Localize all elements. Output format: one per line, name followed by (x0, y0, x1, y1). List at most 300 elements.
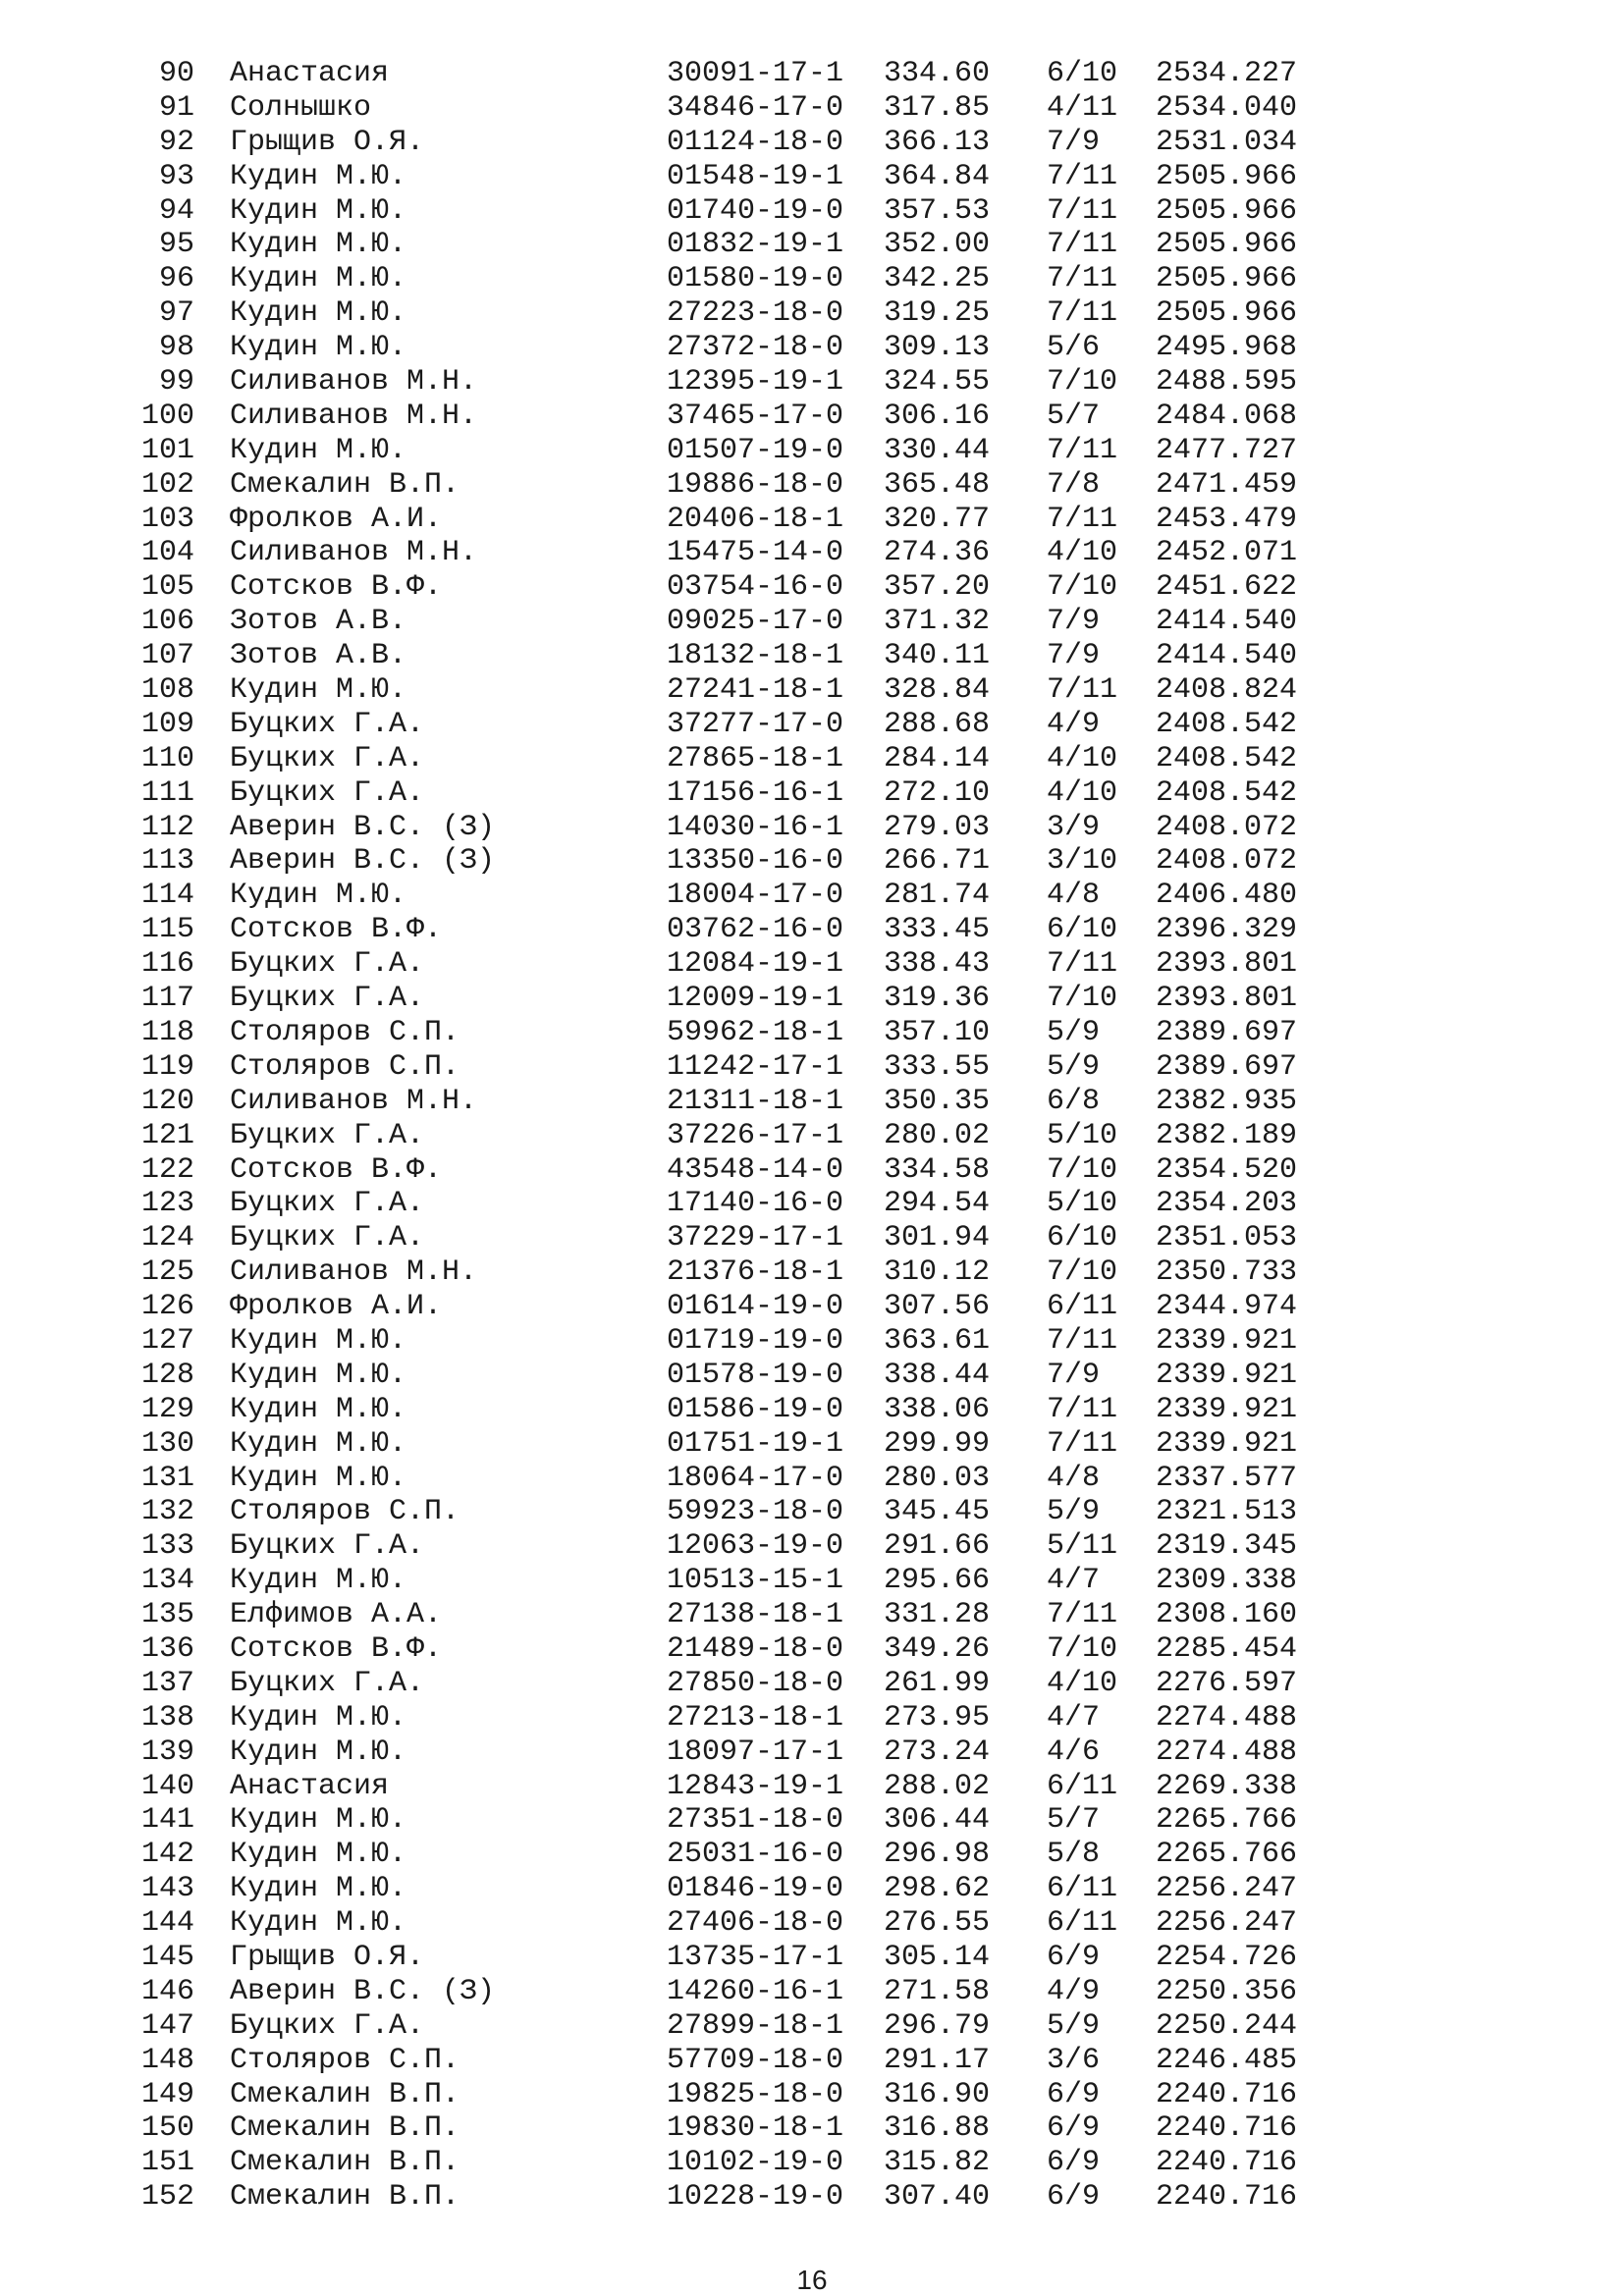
record-code: 11242-17-1 (667, 1049, 844, 1084)
ratio-value: 5/9 (1047, 2008, 1101, 2043)
table-row (0, 1735, 1624, 1770)
record-code: 12395-19-1 (667, 365, 844, 400)
table-row (0, 2180, 1624, 2215)
owner-name: Буцких Г.А. (230, 741, 425, 775)
owner-name: Смекалин В.П. (230, 2111, 460, 2146)
record-code: 12084-19-1 (667, 947, 844, 982)
row-number: 100 (140, 399, 194, 433)
row-number: 116 (140, 947, 194, 982)
record-code: 18004-17-0 (667, 879, 844, 913)
record-code: 20406-18-1 (667, 502, 844, 536)
record-code: 12063-19-0 (667, 1529, 844, 1564)
score-value: 288.02 (884, 1769, 991, 1803)
record-code: 27241-18-1 (667, 673, 844, 708)
table-row (0, 1906, 1624, 1941)
row-number: 117 (140, 982, 194, 1016)
total-value: 2254.726 (1156, 1940, 1298, 1974)
owner-name: Буцких Г.А. (230, 1221, 425, 1255)
record-code: 19830-18-1 (667, 2111, 844, 2146)
owner-name: Кудин М.Ю. (230, 1461, 407, 1495)
row-number: 121 (140, 1118, 194, 1152)
table-row (0, 160, 1624, 194)
owner-name: Анастасия (230, 57, 390, 90)
row-number: 152 (140, 2180, 194, 2215)
row-number: 105 (140, 570, 194, 605)
total-value: 2484.068 (1156, 399, 1298, 433)
row-number: 124 (140, 1221, 194, 1255)
score-value: 279.03 (884, 810, 991, 844)
ratio-value: 7/8 (1047, 467, 1101, 502)
owner-name: Кудин М.Ю. (230, 1323, 407, 1358)
ratio-value: 7/11 (1047, 1323, 1118, 1358)
score-value: 333.45 (884, 913, 991, 947)
table-row (0, 742, 1624, 776)
total-value: 2250.356 (1156, 1974, 1298, 2008)
record-code: 17156-16-1 (667, 775, 844, 810)
ratio-value: 5/10 (1047, 1187, 1118, 1221)
ratio-value: 5/6 (1047, 331, 1101, 365)
score-value: 334.58 (884, 1152, 991, 1187)
ratio-value: 4/10 (1047, 775, 1118, 810)
ratio-value: 7/11 (1047, 947, 1118, 982)
row-number: 94 (158, 193, 194, 228)
row-number: 125 (140, 1255, 194, 1290)
table-row (0, 1462, 1624, 1496)
ratio-value: 7/11 (1047, 673, 1118, 708)
score-value: 324.55 (884, 365, 991, 400)
score-value: 357.20 (884, 570, 991, 605)
ratio-value: 6/11 (1047, 1906, 1118, 1941)
row-number: 135 (140, 1598, 194, 1632)
score-value: 316.90 (884, 2077, 991, 2111)
row-number: 133 (140, 1529, 194, 1564)
table-row (0, 536, 1624, 570)
table-row (0, 844, 1624, 879)
total-value: 2451.622 (1156, 570, 1298, 605)
total-value: 2276.597 (1156, 1666, 1298, 1700)
owner-name: Кудин М.Ю. (230, 1700, 407, 1735)
table-row (0, 126, 1624, 160)
owner-name: Столяров С.П. (230, 2043, 460, 2077)
total-value: 2488.595 (1156, 365, 1298, 400)
total-value: 2339.921 (1156, 1392, 1298, 1426)
owner-name: Кудин М.Ю. (230, 228, 407, 262)
row-number: 132 (140, 1495, 194, 1529)
table-row (0, 1803, 1624, 1838)
owner-name: Буцких Г.А. (230, 775, 425, 810)
row-number: 107 (140, 639, 194, 673)
record-code: 19886-18-0 (667, 467, 844, 502)
owner-name: Сотсков В.Ф. (230, 1631, 443, 1666)
total-value: 2246.485 (1156, 2043, 1298, 2077)
table-row (0, 296, 1624, 331)
row-number: 151 (140, 2146, 194, 2180)
record-code: 13350-16-0 (667, 844, 844, 879)
score-value: 338.06 (884, 1392, 991, 1426)
table-row (0, 365, 1624, 400)
owner-name: Кудин М.Ю. (230, 673, 407, 708)
score-value: 271.58 (884, 1974, 991, 2008)
page-number: 16 (796, 2265, 828, 2295)
table-row (0, 194, 1624, 229)
record-code: 18097-17-1 (667, 1735, 844, 1769)
record-code: 14030-16-1 (667, 810, 844, 844)
score-value: 315.82 (884, 2146, 991, 2180)
ratio-value: 7/10 (1047, 1255, 1118, 1290)
score-value: 272.10 (884, 775, 991, 810)
record-code: 01580-19-0 (667, 262, 844, 296)
record-code: 17140-16-0 (667, 1187, 844, 1221)
ratio-value: 7/10 (1047, 570, 1118, 605)
table-row (0, 811, 1624, 845)
total-value: 2285.454 (1156, 1631, 1298, 1666)
row-number: 134 (140, 1564, 194, 1598)
total-value: 2354.520 (1156, 1152, 1298, 1187)
row-number: 131 (140, 1461, 194, 1495)
owner-name: Кудин М.Ю. (230, 1735, 407, 1769)
score-value: 301.94 (884, 1221, 991, 1255)
ratio-value: 7/11 (1047, 1426, 1118, 1461)
record-code: 34846-17-0 (667, 90, 844, 125)
row-number: 128 (140, 1358, 194, 1392)
score-value: 342.25 (884, 262, 991, 296)
record-code: 01614-19-0 (667, 1290, 844, 1324)
score-value: 345.45 (884, 1495, 991, 1529)
owner-name: Буцких Г.А. (230, 1118, 425, 1152)
total-value: 2396.329 (1156, 913, 1298, 947)
ratio-value: 7/11 (1047, 262, 1118, 296)
table-row (0, 1393, 1624, 1427)
row-number: 127 (140, 1323, 194, 1358)
ratio-value: 4/11 (1047, 90, 1118, 125)
score-value: 349.26 (884, 1631, 991, 1666)
row-number: 130 (140, 1426, 194, 1461)
ratio-value: 3/10 (1047, 844, 1118, 879)
score-value: 365.48 (884, 467, 991, 502)
total-value: 2265.766 (1156, 1803, 1298, 1838)
total-value: 2240.716 (1156, 2077, 1298, 2111)
record-code: 27406-18-0 (667, 1906, 844, 1941)
row-number: 115 (140, 913, 194, 947)
ratio-value: 6/10 (1047, 913, 1118, 947)
table-row (0, 2009, 1624, 2044)
total-value: 2452.071 (1156, 536, 1298, 570)
owner-name: Буцких Г.А. (230, 707, 425, 741)
ratio-value: 6/9 (1047, 2111, 1101, 2146)
table-row (0, 570, 1624, 605)
score-value: 328.84 (884, 673, 991, 708)
total-value: 2408.542 (1156, 775, 1298, 810)
table-row (0, 1221, 1624, 1255)
owner-name: Сотсков В.Ф. (230, 570, 443, 605)
total-value: 2505.966 (1156, 193, 1298, 228)
ratio-value: 6/8 (1047, 1084, 1101, 1118)
score-value: 291.66 (884, 1529, 991, 1564)
ratio-value: 6/11 (1047, 1769, 1118, 1803)
row-number: 143 (140, 1872, 194, 1906)
total-value: 2408.824 (1156, 673, 1298, 708)
row-number: 109 (140, 707, 194, 741)
score-value: 261.99 (884, 1666, 991, 1700)
ratio-value: 6/11 (1047, 1872, 1118, 1906)
record-code: 37229-17-1 (667, 1221, 844, 1255)
ratio-value: 7/10 (1047, 982, 1118, 1016)
row-number: 108 (140, 673, 194, 708)
table-row (0, 1564, 1624, 1598)
table-row (0, 57, 1624, 91)
table-row (0, 1941, 1624, 1975)
ratio-value: 5/7 (1047, 399, 1101, 433)
record-code: 01548-19-1 (667, 159, 844, 193)
record-code: 30091-17-1 (667, 57, 844, 90)
total-value: 2408.542 (1156, 707, 1298, 741)
record-code: 10513-15-1 (667, 1564, 844, 1598)
total-value: 2339.921 (1156, 1323, 1298, 1358)
table-row (0, 1701, 1624, 1735)
owner-name: Кудин М.Ю. (230, 1426, 407, 1461)
table-row (0, 1050, 1624, 1085)
row-number: 99 (158, 365, 194, 400)
total-value: 2408.072 (1156, 810, 1298, 844)
table-row (0, 1119, 1624, 1153)
owner-name: Сотсков В.Ф. (230, 1152, 443, 1187)
owner-name: Фролков А.И. (230, 502, 443, 536)
total-value: 2453.479 (1156, 502, 1298, 536)
record-code: 03762-16-0 (667, 913, 844, 947)
record-code: 01832-19-1 (667, 228, 844, 262)
record-code: 12843-19-1 (667, 1769, 844, 1803)
owner-name: Столяров С.П. (230, 1015, 460, 1049)
ratio-value: 7/11 (1047, 1392, 1118, 1426)
record-code: 37465-17-0 (667, 399, 844, 433)
owner-name: Силиванов М.Н. (230, 399, 478, 433)
total-value: 2414.540 (1156, 639, 1298, 673)
row-number: 103 (140, 502, 194, 536)
record-code: 59923-18-0 (667, 1495, 844, 1529)
row-number: 113 (140, 844, 194, 879)
score-value: 310.12 (884, 1255, 991, 1290)
score-value: 319.36 (884, 982, 991, 1016)
ratio-value: 5/9 (1047, 1495, 1101, 1529)
ratio-value: 4/10 (1047, 536, 1118, 570)
total-value: 2505.966 (1156, 262, 1298, 296)
row-number: 140 (140, 1769, 194, 1803)
ratio-value: 6/11 (1047, 1290, 1118, 1324)
table-row (0, 1359, 1624, 1393)
record-code: 03754-16-0 (667, 570, 844, 605)
record-code: 01740-19-0 (667, 193, 844, 228)
table-row (0, 1529, 1624, 1564)
owner-name: Аверин В.С. (З) (230, 1974, 496, 2008)
record-code: 25031-16-0 (667, 1838, 844, 1872)
score-value: 357.10 (884, 1015, 991, 1049)
score-value: 298.62 (884, 1872, 991, 1906)
score-value: 340.11 (884, 639, 991, 673)
record-code: 10228-19-0 (667, 2180, 844, 2215)
table-row (0, 91, 1624, 126)
score-value: 331.28 (884, 1598, 991, 1632)
owner-name: Кудин М.Ю. (230, 1906, 407, 1941)
score-value: 294.54 (884, 1187, 991, 1221)
total-value: 2250.244 (1156, 2008, 1298, 2043)
total-value: 2240.716 (1156, 2146, 1298, 2180)
row-number: 92 (158, 125, 194, 159)
table-row (0, 2078, 1624, 2112)
ratio-value: 3/9 (1047, 810, 1101, 844)
row-number: 95 (158, 228, 194, 262)
row-number: 139 (140, 1735, 194, 1769)
owner-name: Солнышко (230, 90, 372, 125)
row-number: 118 (140, 1015, 194, 1049)
ratio-value: 5/8 (1047, 1838, 1101, 1872)
row-number: 141 (140, 1803, 194, 1838)
row-number: 149 (140, 2077, 194, 2111)
record-code: 01507-19-0 (667, 433, 844, 467)
record-code: 18064-17-0 (667, 1461, 844, 1495)
total-value: 2406.480 (1156, 879, 1298, 913)
owner-name: Смекалин В.П. (230, 2180, 460, 2215)
table-row (0, 1153, 1624, 1188)
score-value: 276.55 (884, 1906, 991, 1941)
score-value: 280.03 (884, 1461, 991, 1495)
score-value: 280.02 (884, 1118, 991, 1152)
owner-name: Силиванов М.Н. (230, 1255, 478, 1290)
total-value: 2382.189 (1156, 1118, 1298, 1152)
total-value: 2477.727 (1156, 433, 1298, 467)
total-value: 2534.040 (1156, 90, 1298, 125)
score-value: 320.77 (884, 502, 991, 536)
total-value: 2339.921 (1156, 1358, 1298, 1392)
ratio-value: 4/7 (1047, 1564, 1101, 1598)
record-code: 37277-17-0 (667, 707, 844, 741)
record-code: 01586-19-0 (667, 1392, 844, 1426)
score-value: 338.44 (884, 1358, 991, 1392)
ratio-value: 7/11 (1047, 433, 1118, 467)
owner-name: Буцких Г.А. (230, 947, 425, 982)
ratio-value: 4/7 (1047, 1700, 1101, 1735)
ratio-value: 4/8 (1047, 879, 1101, 913)
score-value: 364.84 (884, 159, 991, 193)
score-value: 274.36 (884, 536, 991, 570)
table-row (0, 1872, 1624, 1906)
score-value: 371.32 (884, 605, 991, 639)
total-value: 2408.072 (1156, 844, 1298, 879)
total-value: 2495.968 (1156, 331, 1298, 365)
table-row (0, 1255, 1624, 1290)
table-row (0, 1667, 1624, 1701)
owner-name: Силиванов М.Н. (230, 1084, 478, 1118)
table-row (0, 1598, 1624, 1632)
row-number: 148 (140, 2043, 194, 2077)
owner-name: Кудин М.Ю. (230, 331, 407, 365)
record-code: 13735-17-1 (667, 1940, 844, 1974)
ratio-value: 4/6 (1047, 1735, 1101, 1769)
record-code: 27138-18-1 (667, 1598, 844, 1632)
row-number: 112 (140, 810, 194, 844)
record-code: 01719-19-0 (667, 1323, 844, 1358)
table-row (0, 2111, 1624, 2146)
score-value: 333.55 (884, 1049, 991, 1084)
record-code: 27372-18-0 (667, 331, 844, 365)
ratio-value: 6/9 (1047, 2146, 1101, 2180)
owner-name: Буцких Г.А. (230, 1666, 425, 1700)
owner-name: Кудин М.Ю. (230, 433, 407, 467)
total-value: 2534.227 (1156, 57, 1298, 90)
table-row (0, 1975, 1624, 2009)
table-row (0, 605, 1624, 639)
ratio-value: 5/9 (1047, 1049, 1101, 1084)
ratio-value: 7/9 (1047, 605, 1101, 639)
score-value: 352.00 (884, 228, 991, 262)
total-value: 2389.697 (1156, 1015, 1298, 1049)
score-value: 296.98 (884, 1838, 991, 1872)
ratio-value: 6/9 (1047, 2077, 1101, 2111)
record-code: 37226-17-1 (667, 1118, 844, 1152)
total-value: 2505.966 (1156, 228, 1298, 262)
ratio-value: 7/10 (1047, 365, 1118, 400)
row-number: 123 (140, 1187, 194, 1221)
score-value: 273.95 (884, 1700, 991, 1735)
score-value: 306.16 (884, 399, 991, 433)
owner-name: Буцких Г.А. (230, 2008, 425, 2043)
score-value: 317.85 (884, 90, 991, 125)
owner-name: Грыщив О.Я. (230, 125, 425, 159)
ratio-value: 4/8 (1047, 1461, 1101, 1495)
ratio-value: 7/11 (1047, 502, 1118, 536)
table-row (0, 1770, 1624, 1804)
score-value: 316.88 (884, 2111, 991, 2146)
ratio-value: 7/11 (1047, 1598, 1118, 1632)
record-code: 27899-18-1 (667, 2008, 844, 2043)
score-value: 273.24 (884, 1735, 991, 1769)
record-code: 27351-18-0 (667, 1803, 844, 1838)
row-number: 98 (158, 331, 194, 365)
total-value: 2351.053 (1156, 1221, 1298, 1255)
ratio-value: 5/9 (1047, 1015, 1101, 1049)
owner-name: Кудин М.Ю. (230, 1872, 407, 1906)
total-value: 2408.542 (1156, 741, 1298, 775)
ratio-value: 5/10 (1047, 1118, 1118, 1152)
score-value: 338.43 (884, 947, 991, 982)
owner-name: Кудин М.Ю. (230, 296, 407, 331)
score-value: 357.53 (884, 193, 991, 228)
total-value: 2274.488 (1156, 1735, 1298, 1769)
record-code: 27850-18-0 (667, 1666, 844, 1700)
record-code: 12009-19-1 (667, 982, 844, 1016)
table-row (0, 400, 1624, 434)
score-value: 296.79 (884, 2008, 991, 2043)
table-row (0, 708, 1624, 742)
owner-name: Столяров С.П. (230, 1049, 460, 1084)
table-row (0, 1290, 1624, 1324)
table-row (0, 1016, 1624, 1050)
ratio-value: 7/10 (1047, 1631, 1118, 1666)
owner-name: Силиванов М.Н. (230, 536, 478, 570)
row-number: 93 (158, 159, 194, 193)
table-row (0, 228, 1624, 262)
ratio-value: 7/11 (1047, 228, 1118, 262)
record-code: 27865-18-1 (667, 741, 844, 775)
owner-name: Кудин М.Ю. (230, 1564, 407, 1598)
ratio-value: 7/11 (1047, 193, 1118, 228)
row-number: 110 (140, 741, 194, 775)
score-value: 330.44 (884, 433, 991, 467)
score-value: 291.17 (884, 2043, 991, 2077)
score-value: 363.61 (884, 1323, 991, 1358)
score-value: 350.35 (884, 1084, 991, 1118)
ratio-value: 6/9 (1047, 1940, 1101, 1974)
row-number: 106 (140, 605, 194, 639)
